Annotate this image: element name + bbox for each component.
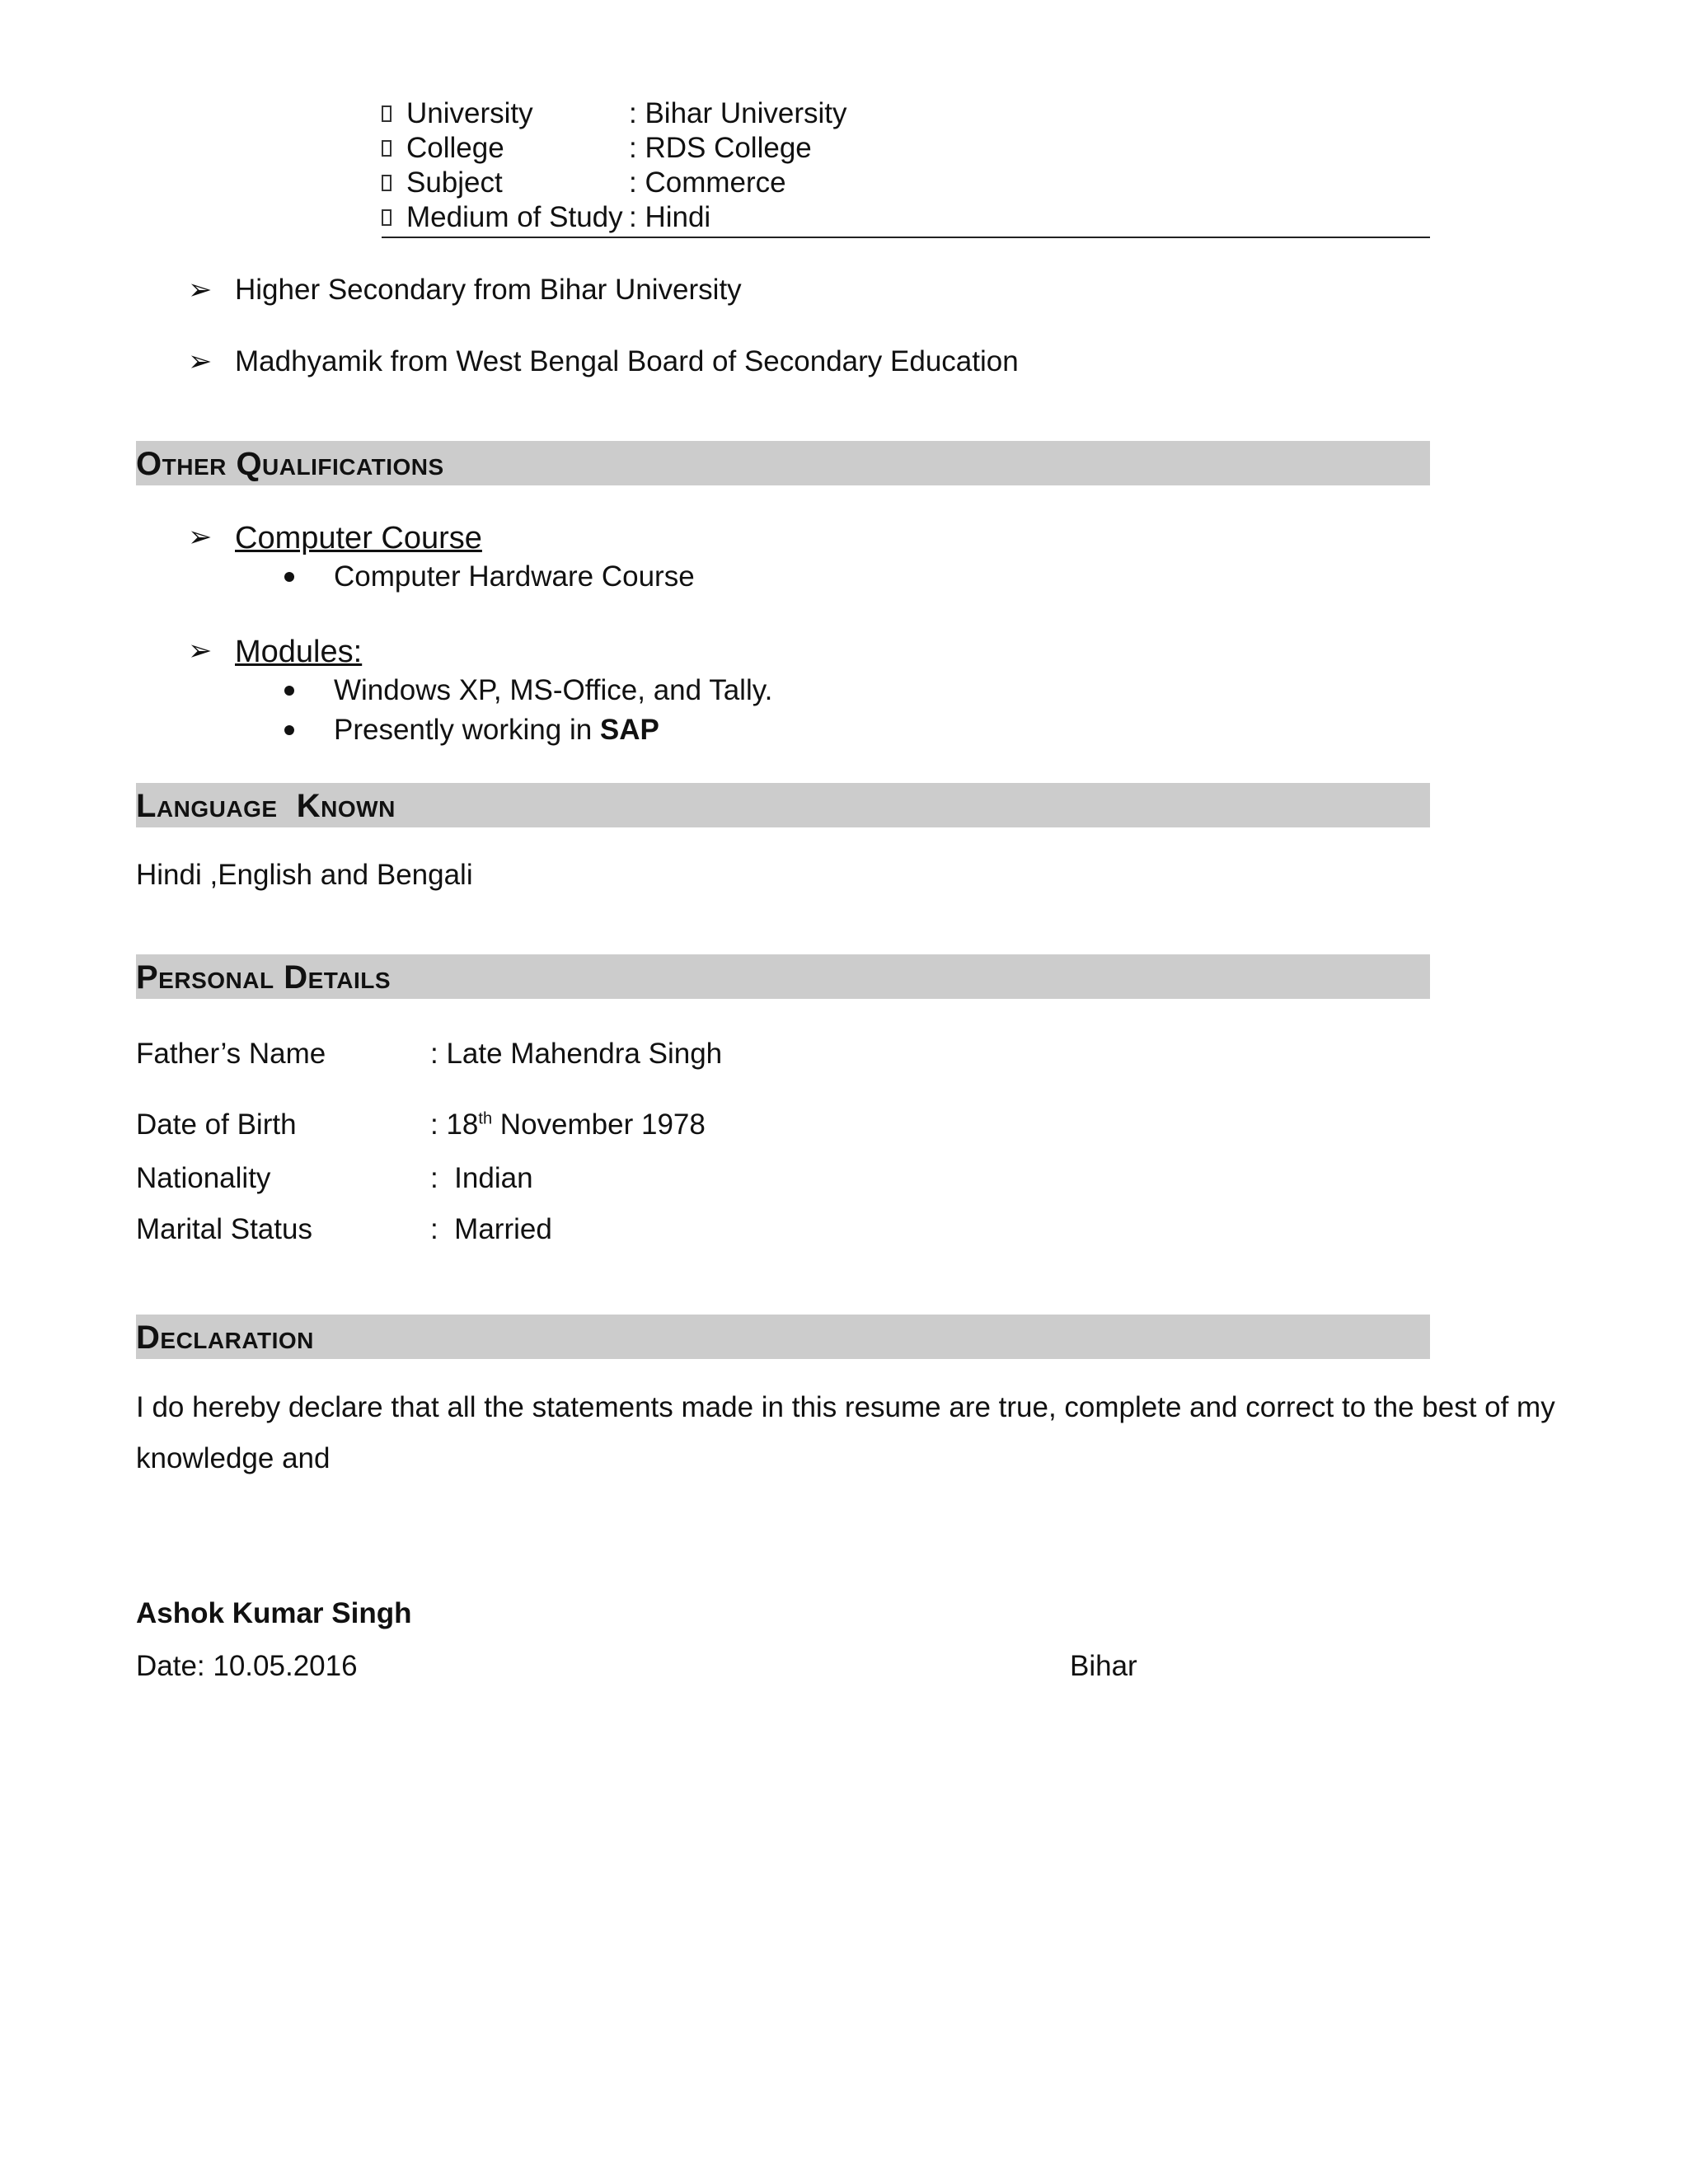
college-row [382,132,1428,166]
declaration-line-2: knowledge and [136,1442,331,1474]
square-bullet-icon [382,209,392,226]
father-name-label: Father’s Name [136,1038,326,1070]
section-title: Personal Details [136,959,392,996]
bullet-dot-icon [284,686,294,696]
arrow-bullet-icon: ➢ [188,274,213,306]
arrow-bullet-icon: ➢ [188,345,213,377]
computer-hardware-course-text: Computer Hardware Course [334,560,695,593]
signature-name: Ashok Kumar Singh [136,1597,412,1629]
nationality-label: Nationality [136,1162,271,1194]
languages-text: Hindi ,English and Bengali [136,859,473,891]
square-bullet-icon [382,140,392,157]
father-name-row [136,1038,960,1074]
section-title: Declaration [136,1319,314,1356]
marital-status-label: Marital Status [136,1213,312,1245]
arrow-bullet-icon: ➢ [188,521,213,553]
section-title: Language Known [136,788,396,824]
university-row [382,97,1428,132]
arrow-bullet-icon: ➢ [188,635,213,667]
section-title: Other Qualifications [136,446,444,482]
section-header-language-known [136,783,1430,827]
date-of-birth-value [430,1108,706,1141]
sap-bold-text: SAP [599,714,659,746]
modules-item-sap [334,714,659,747]
square-bullet-icon [382,105,392,122]
marital-status-value: : Married [430,1213,552,1245]
nationality-value: : Indian [430,1162,533,1194]
medium-row [382,201,1428,236]
modules-item-windows: Windows XP, MS-Office, and Tally. [334,674,773,706]
father-name-value: : Late Mahendra Singh [430,1038,723,1070]
higher-secondary-text: Higher Secondary from Bihar University [235,274,742,306]
subject-label: Subject [406,166,503,199]
dob-ordinal: th [478,1109,493,1128]
medium-label: Medium of Study [406,201,623,233]
subject-value: : Commerce [629,166,786,199]
signature-place: Bihar [1070,1650,1137,1682]
dob-month-year: November 1978 [492,1108,706,1141]
modules-title: Modules: [235,635,363,669]
divider-line [382,237,1430,238]
marital-status-row [136,1213,960,1249]
section-header-other-qualifications [136,441,1430,485]
bullet-dot-icon [284,572,294,582]
computer-course-title: Computer Course [235,521,482,555]
declaration-line-1: I do hereby declare that all the statements made in this resume are true, complete and correct to the best of my [136,1391,1555,1423]
college-value: : RDS College [629,132,812,164]
college-label: College [406,132,504,164]
section-header-declaration [136,1315,1430,1359]
dob-day: : 18 [430,1108,479,1141]
nationality-row [136,1162,960,1198]
subject-row [382,166,1428,201]
medium-value: : Hindi [629,201,711,233]
signature-date: Date: 10.05.2016 [136,1650,358,1682]
university-value: : Bihar University [629,97,847,129]
bullet-dot-icon [284,725,294,735]
square-bullet-icon [382,175,392,191]
sap-prefix-text: Presently working in [334,714,600,746]
madhyamik-text: Madhyamik from West Bengal Board of Secondary Education [235,345,1019,377]
section-header-personal-details [136,954,1430,999]
date-of-birth-row [136,1108,960,1145]
date-of-birth-label: Date of Birth [136,1108,297,1141]
university-label: University [406,97,533,129]
